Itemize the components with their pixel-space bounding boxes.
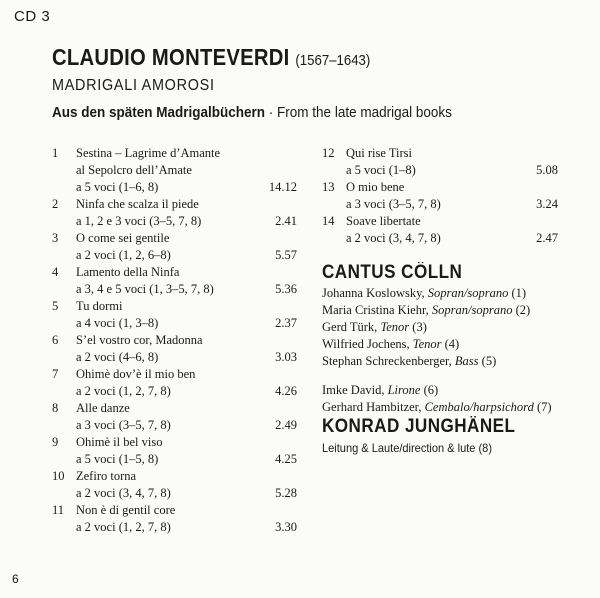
track-title: Non è di gentil core: [76, 503, 176, 517]
track-item: [52, 230, 302, 264]
performer-name: Gerhard Hambitzer,: [322, 400, 425, 414]
track-number: 3: [52, 231, 59, 245]
track-duration: 2.49: [275, 418, 297, 432]
performer-line: [322, 383, 438, 398]
track-title: Tu dormi: [76, 299, 123, 313]
performer-role: Lirone: [387, 383, 421, 397]
track-number: 8: [52, 401, 59, 415]
track-voices: a 4 voci (1, 3–8): [76, 316, 159, 330]
ensemble-name: CANTUS CÖLLN: [322, 262, 463, 283]
track-item: [52, 332, 302, 366]
track-title: S’el vostro cor, Madonna: [76, 333, 203, 347]
track-voices: a 5 voci (1–6, 8): [76, 180, 159, 194]
track-item: [52, 468, 302, 502]
performer-number: (2): [512, 303, 531, 317]
track-voices: a 1, 2 e 3 voci (3–5, 7, 8): [76, 214, 202, 228]
conductor-role: Leitung & Laute/direction & lute (8): [322, 441, 492, 455]
track-number: 1: [52, 146, 59, 160]
track-item: [322, 145, 572, 179]
track-title: O mio bene: [346, 180, 405, 194]
track-title: Soave libertate: [346, 214, 421, 228]
page-number: 6: [12, 572, 19, 586]
performer-number: (7): [533, 400, 552, 414]
track-duration: 3.24: [536, 197, 558, 211]
track-number: 2: [52, 197, 59, 211]
track-number: 10: [52, 469, 65, 483]
track-number: 9: [52, 435, 59, 449]
performer-number: (5): [478, 354, 497, 368]
track-voices: a 2 voci (1, 2, 6–8): [76, 248, 171, 262]
performer-line: [322, 400, 552, 415]
track-title: Alle danze: [76, 401, 130, 415]
track-title: Sestina – Lagrime d’Amante: [76, 146, 221, 160]
track-duration: 4.25: [275, 452, 297, 466]
performer-number: (3): [409, 320, 427, 334]
track-item: [52, 145, 302, 197]
track-item: [52, 434, 302, 468]
track-item: [52, 196, 302, 230]
performer-name: Maria Cristina Kiehr,: [322, 303, 432, 317]
track-item: [52, 502, 302, 536]
track-number: 13: [322, 180, 335, 194]
track-duration: 5.57: [275, 248, 297, 262]
track-duration: 5.28: [275, 486, 297, 500]
track-voices: a 3 voci (3–5, 7, 8): [346, 197, 441, 211]
performer-line: [322, 320, 427, 335]
performer-line: [322, 286, 526, 301]
track-duration: 14.12: [268, 180, 297, 194]
track-title: Lamento della Ninfa: [76, 265, 180, 279]
track-title: Qui rise Tirsi: [346, 146, 412, 160]
conductor-name: KONRAD JUNGHÄNEL: [322, 416, 516, 437]
track-duration: 2.47: [536, 231, 558, 245]
track-voices: a 2 voci (3, 4, 7, 8): [346, 231, 441, 245]
track-number: 7: [52, 367, 59, 381]
track-item: [52, 400, 302, 434]
performer-role: Sopran/soprano: [427, 286, 509, 300]
track-voices: a 2 voci (3, 4, 7, 8): [76, 486, 171, 500]
performer-name: Imke David,: [322, 383, 388, 397]
performer-name: Stephan Schreckenberger,: [322, 354, 455, 368]
track-voices: a 5 voci (1–5, 8): [76, 452, 159, 466]
track-number: 5: [52, 299, 59, 313]
track-voices: a 3, 4 e 5 voci (1, 3–5, 7, 8): [76, 282, 214, 296]
performer-role: Tenor: [412, 337, 442, 351]
track-voices: a 5 voci (1–8): [346, 163, 416, 177]
track-title: Ninfa che scalza il piede: [76, 197, 199, 211]
track-number: 12: [322, 146, 335, 160]
performer-role: Tenor: [380, 320, 410, 334]
track-voices: a 3 voci (3–5, 7, 8): [76, 418, 171, 432]
performer-line: [322, 303, 530, 318]
track-voices: a 2 voci (4–6, 8): [76, 350, 159, 364]
track-number: 11: [52, 503, 65, 517]
work-title: MADRIGALI AMOROSI: [52, 77, 215, 94]
track-duration: 4.26: [275, 384, 297, 398]
performer-number: (1): [508, 286, 527, 300]
performer-number: (4): [441, 337, 460, 351]
performer-name: Gerd Türk,: [322, 320, 381, 334]
track-number: 14: [322, 214, 335, 228]
composer-name: CLAUDIO MONTEVERDI: [52, 44, 290, 70]
subtitle-german: Aus den späten Madrigalbüchern: [52, 104, 266, 121]
track-duration: 2.41: [275, 214, 297, 228]
track-duration: 5.36: [275, 282, 297, 296]
subtitle-english: From the late madrigal books: [277, 104, 452, 121]
track-title: O come sei gentile: [76, 231, 170, 245]
track-title-line2: al Sepolcro dell’Amate: [76, 163, 192, 177]
track-duration: 3.30: [275, 520, 297, 534]
performer-role: Bass: [454, 354, 479, 368]
track-title: Zefiro torna: [76, 469, 137, 483]
track-item: [52, 366, 302, 400]
composer-heading: [52, 44, 370, 71]
track-item: [322, 179, 572, 213]
performer-name: Wilfried Jochens,: [322, 337, 413, 351]
performer-role: Cembalo/harpsichord: [424, 400, 534, 414]
track-duration: 2.37: [275, 316, 297, 330]
cd-label: CD 3: [14, 8, 51, 25]
track-item: [52, 298, 302, 332]
track-voices: a 2 voci (1, 2, 7, 8): [76, 384, 171, 398]
track-duration: 5.08: [536, 163, 558, 177]
composer-dates: (1567–1643): [295, 52, 371, 69]
performer-role: Sopran/soprano: [431, 303, 513, 317]
track-number: 4: [52, 265, 59, 279]
subtitle: [52, 104, 452, 121]
track-voices: a 2 voci (1, 2, 7, 8): [76, 520, 171, 534]
performer-line: [322, 354, 496, 369]
track-item: [52, 264, 302, 298]
subtitle-separator: ·: [265, 104, 278, 121]
track-duration: 3.03: [275, 350, 297, 364]
track-number: 6: [52, 333, 59, 347]
track-title: Ohimè il bel viso: [76, 435, 163, 449]
performer-name: Johanna Koslowsky,: [322, 286, 428, 300]
track-item: [322, 213, 572, 247]
performer-line: [322, 337, 459, 352]
track-title: Ohimè dov’è il mio ben: [76, 367, 196, 381]
performer-number: (6): [420, 383, 439, 397]
